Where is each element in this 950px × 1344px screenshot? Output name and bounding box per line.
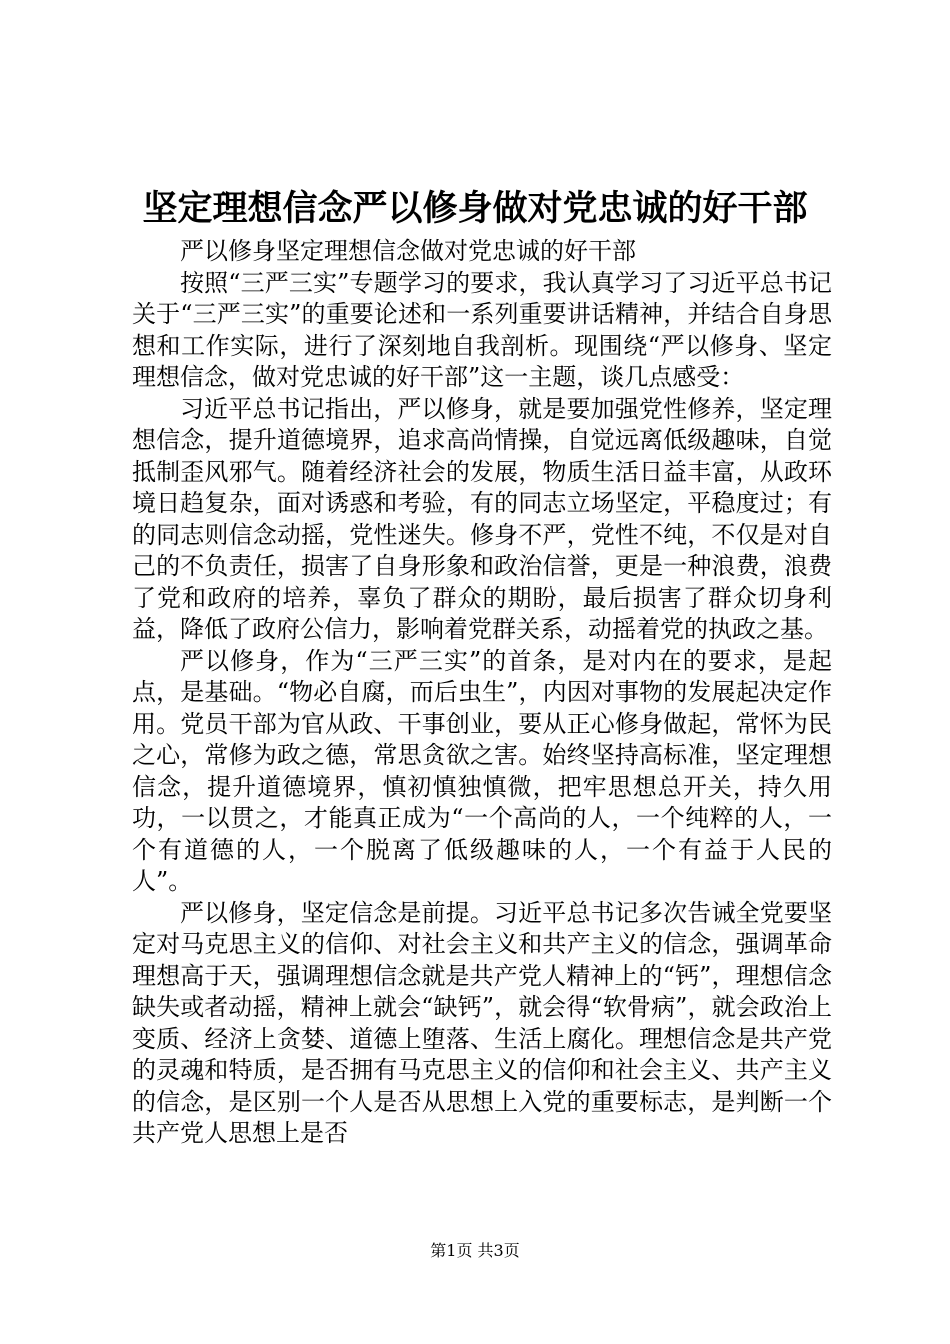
paragraph-body: 严以修身，坚定信念是前提。习近平总书记多次告诫全党要坚定对马克思主义的信仰、对社会主义和共产主义的信念，强调革命理想高于天，强调理想信念就是共产党人精神上的“钙”，理想信念缺失或者动摇，精神上就会“缺钙”，就会得“软骨病”，就会政治上变质、经济上贪婪、道德上堕落、生活上腐化。理想信念是共产党的灵魂和特质，是否拥有马克思主义的信仰和社会主义、共产主义的信念，是区别一个人是否从思想上入党的重要标志，是判断一个共产党人思想上是否 — [132, 898, 832, 1147]
paragraph-subtitle: 严以修身坚定理想信念做对党忠诚的好干部 — [180, 237, 636, 265]
paragraph-body: 习近平总书记指出，严以修身，就是要加强党性修养，坚定理想信念，提升道德境界，追求高尚情操，自觉远离低级趣味，自觉抵制歪风邪气。随着经济社会的发展，物质生活日益丰富，从政环境日趋复杂，面对诱惑和考验，有的同志立场坚定，平稳度过；有的同志则信念动摇，党性迷失。修身不严，党性不纯，不仅是对自己的不负责任，损害了自身形象和政治信誉，更是一种浪费，浪费了党和政府的培养，辜负了群众的期盼，最后损害了群众切身利益，降低了政府公信力，影响着党群关系，动摇着党的执政之基。 — [132, 394, 832, 643]
paragraph-intro: 按照“三严三实”专题学习的要求，我认真学习了习近平总书记关于“三严三实”的重要论述和一系列重要讲话精神，并结合自身思想和工作实际，进行了深刻地自我剖析。现围绕“严以修身、坚定理想信念，做对党忠诚的好干部”这一主题，谈几点感受： — [132, 268, 832, 391]
page-footer: 第1页 共3页 — [430, 1241, 520, 1260]
document-body — [132, 236, 832, 1150]
page-title: 坚定理想信念严以修身做对党忠诚的好干部 — [142, 188, 808, 229]
paragraph-body: 严以修身，作为“三严三实”的首条，是对内在的要求，是起点，是基础。“物必自腐，而后虫生”，内因对事物的发展起决定作用。党员干部为官从政、干事创业，要从正心修身做起，常怀为民之心，常修为政之德，常思贪欲之害。始终坚持高标准，坚定理想信念，提升道德境界，慎初慎独慎微，把牢思想总开关，持久用功，一以贯之，才能真正成为“一个高尚的人，一个纯粹的人，一个有道德的人，一个脱离了低级趣味的人，一个有益于人民的人”。 — [132, 646, 832, 895]
